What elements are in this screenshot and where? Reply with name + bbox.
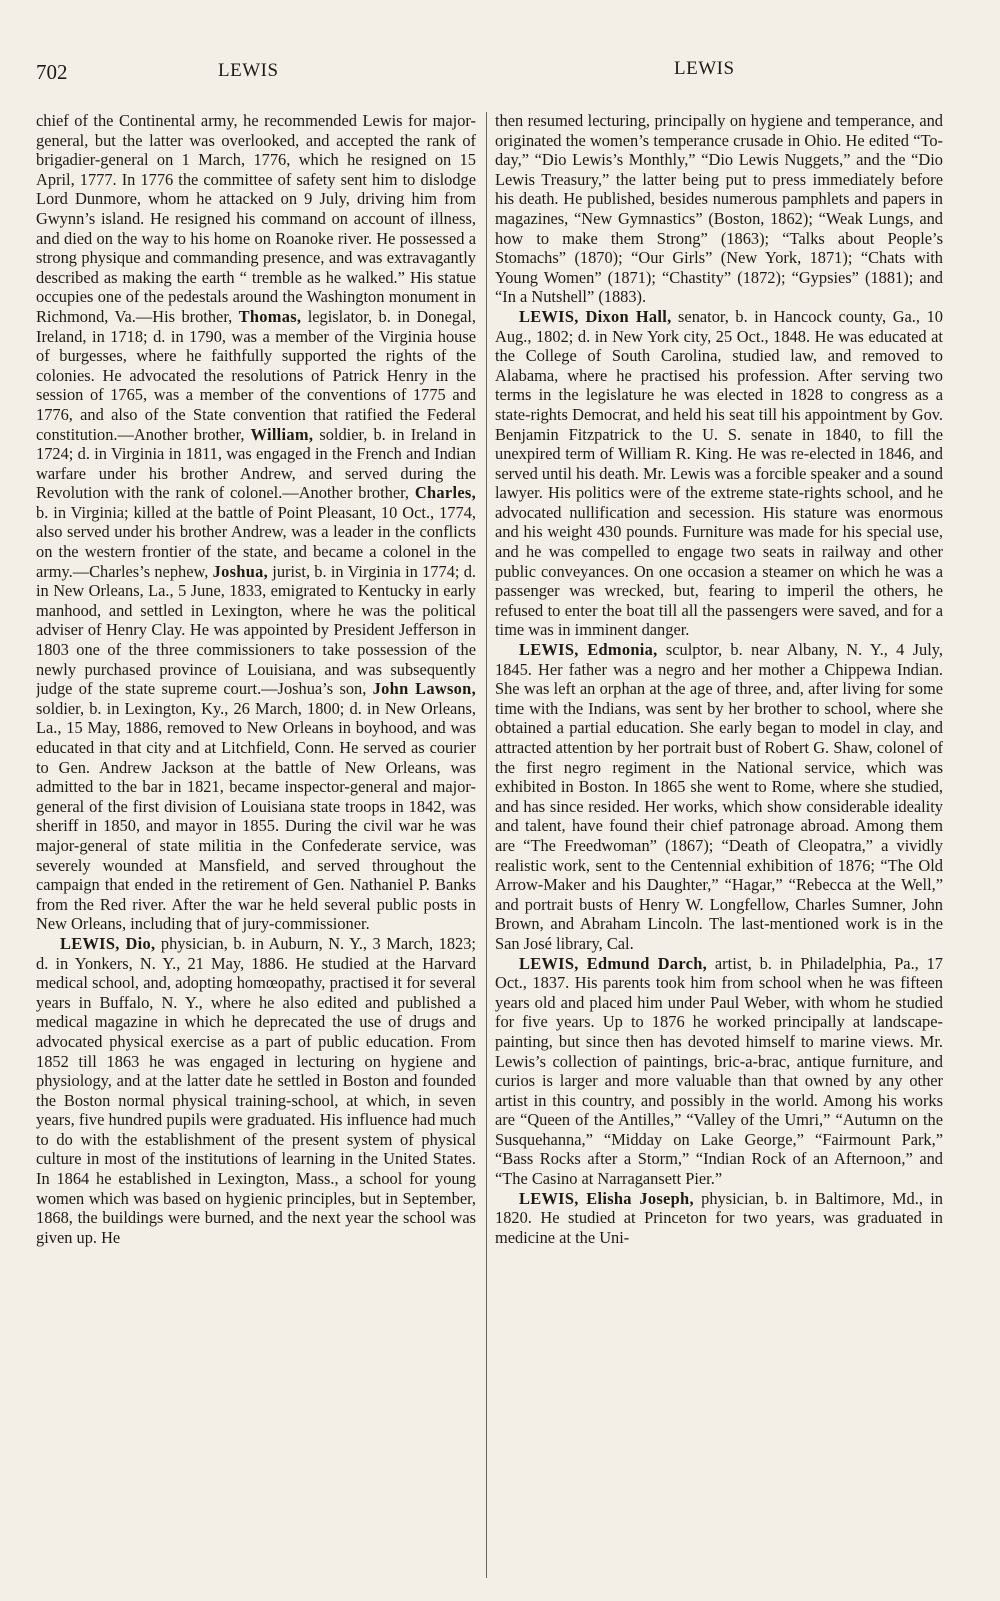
entry-headword: LEWIS, Dio, — [60, 933, 156, 953]
entry-text: chief of the Continental army, he recommended Lewis for major-general, but the latter was overlooked, and accepted the rank of brigadier-general on 1 March, 1776, which he resigned on 15 April, 1777. In 1776 the committee of safety sent him to dislodge Lord Dunmore, whom he attacked on 9 July, driving him from Gwynn’s island. He resigned his command on account of illness, and died on the way to his home on Roanoke river. He possessed a strong physique and commanding presence, and was extravagantly described as making the earth “ tremble as he walked.” His statue occupies one of the pedestals around the Washington monument in Richmond, Va.—His brother, — [36, 111, 476, 326]
entry-headword: LEWIS, Edmund Darch, — [519, 953, 708, 973]
right-text-column — [495, 111, 943, 1581]
biography-entry — [495, 954, 943, 1189]
entry-headword: William, — [250, 424, 314, 444]
page-number: 702 — [36, 60, 68, 84]
entry-text: jurist, b. in Virginia in 1774; d. in New Orleans, La., 5 June, 1833, emigrated to Kentucky in early manhood, and settled in Lexington, where he was the political adviser of Henry Clay. He was appointed by President Jefferson in 1803 one of the three commissioners to take possession of the newly purchased province of Louisiana, and was subsequently judge of the state supreme court.—Joshua’s son, — [36, 561, 476, 699]
entry-text: soldier, b. in Ireland in 1724; d. in Virginia in 1811, was engaged in the French and Indian warfare under his brother Andrew, and served during the Revolution with the rank of colonel.—Another brother, — [36, 424, 476, 503]
column-divider — [486, 112, 487, 1578]
entry-text: sculptor, b. near Albany, N. Y., 4 July, 1845. Her father was a negro and her mother a Chippewa Indian. She was left an orphan at the age of three, and, after living for some time with the Indians, was sent by her brother to school, where she obtained a partial education. She early began to model in clay, and attracted attention by her portrait bust of Robert G. Shaw, colonel of the first negro regiment in the National service, which was exhibited in Boston. In 1865 she went to Rome, where she studied, and has since resided. Her works, which show considerable ideality and talent, have found their chief patronage abroad. Among them are “The Freedwoman” (1867); “Death of Cleopatra,” a vividly realistic work, sent to the Centennial exhibition of 1876; “The Old Arrow-Maker and his Daughter,” “Hagar,” “Rebecca at the Well,” and portrait busts of Henry W. Longfellow, Charles Sumner, John Brown, and Abraham Lincoln. The last-mentioned work is in the San José library, Cal. — [495, 640, 943, 953]
entry-headword: John Lawson, — [372, 679, 476, 699]
entry-headword: LEWIS, Edmonia, — [519, 640, 658, 660]
entry-text: physician, b. in Auburn, N. Y., 3 March, 1823; d. in Yonkers, N. Y., 21 May, 1886. He studied at the Harvard medical school, and, adopting homœopathy, practised it for several years in Buffalo, N. Y., where he also edited and published a medical magazine in which he deprecated the use of drugs and advocated physical exercise as a part of public education. From 1852 till 1863 he was engaged in lecturing on hygiene and physiology, and at the latter date he settled in Boston and founded the Boston normal physical training-school, at which, in seven years, five hundred pupils were graduated. His influence had much to do with the establishment of the present system of physical culture in most of the institutions of learning in the United States. In 1864 he established in Lexington, Mass., a school for young women which was based on hygienic principles, but in September, 1868, the buildings were burned, and the next year the school was given up. He — [36, 933, 476, 1247]
running-header — [36, 58, 960, 92]
entry-text: legislator, b. in Donegal, Ireland, in 1718; d. in 1790, was a member of the Virginia house of burgesses, where he faithfully supported the rights of the colonies. He advocated the resolutions of Patrick Henry in the session of 1765, was a member of the conventions of 1775 and 1776, and also of the State convention that ratified the Federal constitution.—Another brother, — [36, 306, 476, 444]
continued-paragraph — [36, 111, 476, 934]
entry-headword: Charles, — [414, 483, 476, 503]
entry-headword: Joshua, — [212, 561, 269, 581]
left-text-column — [36, 111, 476, 1581]
biography-entry — [495, 307, 943, 640]
right-running-head: LEWIS — [674, 58, 735, 79]
entry-text: physician, b. in Baltimore, Md., in 1820. He studied at Princeton for two years, was graduated in medicine at the Uni- — [495, 1188, 943, 1247]
entry-headword: Thomas, — [238, 306, 302, 326]
biography-entry — [36, 934, 476, 1248]
biography-entry — [495, 640, 943, 954]
entry-text: senator, b. in Hancock county, Ga., 10 Aug., 1802; d. in New York city, 25 Oct., 1848. He was educated at the College of South Carolina, studied law, and removed to Alabama, where he practised his profession. After serving two terms in the legislature he was elected in 1828 to congress as a state-rights Democrat, and held his seat till his appointment by Gov. Benjamin Fitzpatrick to the U. S. senate in 1840, to fill the unexpired term of William R. King. He was re-elected in 1846, and served until his death. Mr. Lewis was a forcible speaker and a sound lawyer. His politics were of the extreme state-rights school, and he advocated nullification and secession. His stature was enormous and his weight 430 pounds. Furniture was made for his special use, and he was compelled to engage two seats in railway and other public conveyances. On one occasion a steamer on which he was a passenger was wrecked, but, fearing to imperil the others, he refused to enter the boat till all the passengers were saved, and for a time was in imminent danger. — [495, 306, 943, 640]
entry-text: soldier, b. in Lexington, Ky., 26 March, 1800; d. in New Orleans, La., 15 May, 1886, removed to New Orleans in boyhood, and was educated in that city and at Litchfield, Conn. He served as courier to Gen. Andrew Jackson at the battle of New Orleans, was admitted to the bar in 1821, became inspector-general and major-general of the first division of Louisiana state troops in 1842, was sheriff in 1850, and mayor in 1855. During the civil war he was major-general of state militia in the Confederate service, was severely wounded at Mansfield, and served throughout the campaign that ended in the retirement of Gen. Nathaniel P. Banks from the Red river. After the war he held several public posts in New Orleans, including that of jury-commissioner. — [36, 698, 476, 934]
continued-paragraph — [495, 111, 943, 307]
entry-text: then resumed lecturing, principally on hygiene and temperance, and originated the women’s temperance crusade in Ohio. He edited “To-day,” “Dio Lewis’s Monthly,” “Dio Lewis Nuggets,” and the “Dio Lewis Treasury,” the latter being put to press immediately before his death. He published, besides numerous pamphlets and papers in magazines, “New Gymnastics” (Boston, 1862); “Weak Lungs, and how to make them Strong” (1863); “Talks about People’s Stomachs” (1870); “Our Girls” (New York, 1871); “Chats with Young Women” (1871); “Chastity” (1872); “Gypsies” (1881); and “In a Nutshell” (1883). — [495, 111, 943, 307]
left-running-head: LEWIS — [218, 60, 279, 81]
entry-headword: LEWIS, Elisha Joseph, — [519, 1188, 694, 1208]
entry-text: b. in Virginia; killed at the battle of Point Pleasant, 10 Oct., 1774, also served under his brother Andrew, was a leader in the conflicts on the western frontier of the state, and became a colonel in the army.—Charles’s nephew, — [36, 502, 476, 581]
entry-headword: LEWIS, Dixon Hall, — [519, 306, 672, 326]
biography-entry — [495, 1189, 943, 1248]
entry-text: artist, b. in Philadelphia, Pa., 17 Oct., 1837. His parents took him from school when he was fifteen years old and placed him under Paul Weber, with whom he studied for five years. Up to 1876 he worked principally at landscape-painting, but since then has devoted himself to marine views. Mr. Lewis’s collection of paintings, bric-a-brac, antique furniture, and curios is larger and more valuable than that owned by any other artist in this country, and possibly in the world. Among his works are “Queen of the Antilles,” “Valley of the Umri,” “Autumn on the Susquehanna,” “Midday on Lake George,” “Fairmount Park,” “Bass Rocks after a Storm,” “Indian Rock of an Afternoon,” and “The Casino at Narragansett Pier.” — [495, 953, 943, 1189]
